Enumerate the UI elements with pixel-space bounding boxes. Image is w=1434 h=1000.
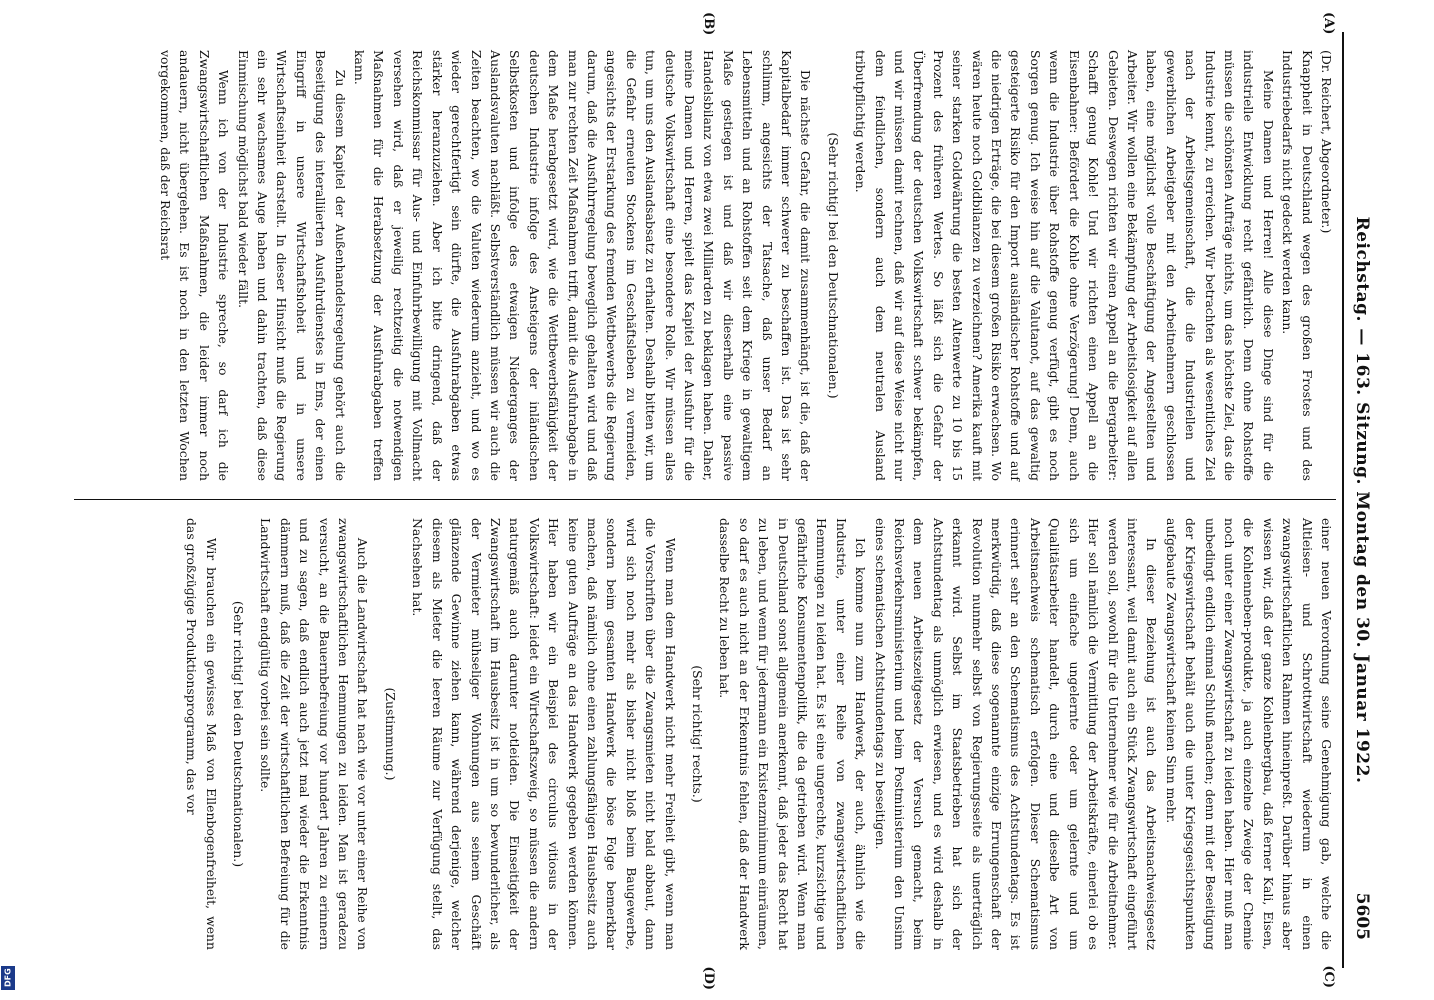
right-column	[74, 500, 1336, 968]
paragraph: Zu diesem Kapitel der Außenhandelsregelung gehört auch die Beseitigung des interalliierten Ausfuhrdienstes in Ems, der einen Eingriff in unsere Wirtschaftshoheit und in unsere Wirtschaftseinheit darstellt. In dieser Hinsicht muß die Regierung ein sehr wachsames Auge haben und dahin trachten, daß diese Einmischung möglichst bald wieder fällt.	[235, 50, 348, 481]
credit-text	[0, 18, 1, 958]
page-header	[1342, 32, 1372, 968]
paragraph: Wir brauchen ein gewisses Maß von Ellenbogenfreiheit, wenn das großzügige Produktionsprogramm, das vor	[184, 518, 219, 950]
paragraph: In dieser Beziehung ist auch das Arbeitsnachweisgesetz interessant, weil damit auch ein Stück Zwangswirtschaft eingeführt werden soll, sowohl für die Unternehmer wie für die Arbeitnehmer. Hier soll nämlich die Vermittlung der Arbeitskräfte, einerlei ob es sich um einfache ungelernte oder um gelernte und um Qualitätsarbeiter handelt, durch eine und dieselbe Art von Arbeitsnachweis schematisch erfolgen. Dieser Schematismus erinnert sehr an den Schematismus des Achtstundentags. Es ist merkwürdig, daß diese sogenannte einzige Errungenschaft der Revolution nunmehr selbst von Regierungsseite als unerträglich erkannt wird. Selbst im Staatsbetrieben hat sich der Achtstundentag als unmöglich erwiesen, und es wird deshalb in dem neuen Arbeitszeitgesetz der Versuch gemacht, beim Reichsverkehrsministerium und beim Postministerium den Unsinn eines schematischen Achtstundentags zu beseitigen.	[872, 518, 1160, 950]
paragraph: Meine Damen und Herren! Alle diese Dinge sind für die industrielle Entwicklung recht gefährlich. Denn ohne Rohstoffe müssen die schönsten Aufträge nichts, um das höchste Ziel, das die Industrie kennt, zu erreichen. Wir betrachten als wesentliches Ziel nach der Arbeitsgemeinschaft, die die Industriellen und gewerblichen Arbeitgeber mit den Arbeitnehmern geschlossen haben, eine möglichst volle Beschäftigung der Angestellten und Arbeiter. Wir wollen eine Bekämpfung der Arbeitslosigkeit auf allen Gebieten. Deswegen richten wir einen Appell an die Bergarbeiter: Schafft genug Kohle! Und wir richten einen Appell an die Eisenbahner: Befördert die Kohle ohne Verzögerung! Denn, auch wenn die Industrie über Rohstoffe genug verfügt, gibt es noch Sorgen genug. Ich weise hin auf die Valutanot, auf das gewaltig gesteigerte Risiko für den Import ausländischer Rohstoffe und auf die niedrigen Erträge, die bei diesem großen Risiko erwachsen. Wo wären heute noch Goldbilanzen zu verzeichnen? Amerika kauft mit seiner starken Goldwährung die besten Altenwerte zu 10 bis 15 Prozent des früheren Wertes. So läßt sich die Gefahr der Überfremdung der deutschen Volkswirtschaft schwer bekämpfen, und wir müssen damit rechnen, daß wir auf diese Weise nicht nur dem feindlichen, sondern auch dem neutralen Ausland tributpflichtig werden.	[853, 50, 1276, 481]
paragraph: Auch die Landwirtschaft hat nach wie vor unter einer Reihe von zwangswirtschaftlichen Hemmungen zu leiden. Man ist geradezu versucht, an die Bauernbefreiung vor hundert Jahren zu erinnern und zu sagen, daß endlich auch jetzt mal wieder die Erkenntnis dämmern muß, daß die Zeit der wirtschaftlichen Befreiung für die Landwirtschaft endgültig vorbei sein sollte.	[258, 518, 371, 950]
interjection: (Sehr richtig! bei den Deutschnationalen.)	[825, 132, 841, 399]
paragraph: Knappheit in Deutschland wegen des großen Frostes und des Industriebedarfs nicht gedeckt werden kann.	[1280, 50, 1315, 481]
page-number: 5605	[1352, 892, 1372, 940]
paragraph: einer neuen Verordnung seine Genehmigung gab, welche die Altleisen- und Schrottwirtschaft wiederum in einen zwangswirtschaftlichen Rahmen hineinpreßt. Darüber hinaus aber wissen wir, daß der ganze Kohlenbergbau, daß ferner Kali, Eisen, die Kohlenneben-produkte, ja auch einzelne Zweige der Chemie noch unter einer Zwangswirtschaft zu leiden haben. Hier muß man unbedingt endlich einmal Schluß machen; denn mit der Beseitigung der Kriegswirtschaft behält auch die unter Kriegsgesichtspunkten aufgebaute Zwangswirtschaft keinen Sinn mehr.	[1163, 518, 1334, 950]
interjection: (Sehr richtig! bei den Deutschnationalen.)	[231, 600, 247, 868]
interjection: (Zustimmung.)	[382, 687, 398, 781]
document-page	[52, 10, 1382, 990]
paragraph: Die nächste Gefahr, die damit zusammenhängt, ist die, daß der Kapitalbedarf immer schwerer zu beschaffen ist. Das ist sehr schlimm, angesichts der Tatsache, daß unser Bedarf an Lebensmitteln und an Rohstoffen seit dem Kriege in gewaltigem Maße gestiegen ist und daß wir dieserhalb eine passive Handelsbilanz von etwa zwei Milliarden zu beklagen haben. Daher, meine Damen und Herren, spielt das Kapitel der Ausfuhr für die deutsche Volkswirtschaft eine besondere Rolle. Wir müssen alles tun, um uns den Auslandsabsatz zu erhalten. Deshalb bitten wir, um die Gefahr erneuten Stockens im Geschäftsleben zu vermeiden, angesichts der Erstarkung des fremden Wettbewerbs die Regierung darum, daß die Ausfuhrregelung beweglich gehalten wird und daß man zur rechten Zeit Maßnahmen trifft, damit die Ausfuhrabgabe in dem Maße herabgesetzt wird, wie die Wettbewerbsfähigkeit der deutschen Industrie infolge des Ansteigens der inländischen Selbstkosten und infolge des etwaigen Niederganges der Auslandsvaluten nachläßt. Selbstverständlich müssen wir auch die Zeiten beachten, wo die Valuten wiederum anzieht, und wo es wieder gerechtfertigt sein dürfte, die Ausfuhrabgaben etwas stärker heranzuziehen. Aber ich bitte dringend, daß der Reichskommissar für Aus- und Einfuhrbewilligung mit Vollmacht versehen wird, daß er jeweilig rechtzeitig die notwendigen Maßnahmen für die Herabsetzung der Ausfuhrabgaben treffen kann.	[352, 50, 814, 481]
speaker-note: (Dr. Reichert, Abgeordneter.)	[1319, 50, 1334, 234]
paragraph: Ich komme nun zum Handwerk, der auch, ähnlich wie die Industrie, unter einer Reihe von zwangswirtschaftlichen Hemmungen zu leiden hat. Es ist eine ungerechte, kurzsichtige und gefährliche Konsumentenpolitik, die da getrieben wird. Wenn man in Deutschland sonst allgemein anerkennt, daß jeder das Recht hat zu leben, und wenn für jedermann ein Existenzminimum einräumen, so darf es auch nicht an der Erkenntnis fehlen, daß der Handwerk dasselbe Recht zu leben hat.	[717, 518, 869, 950]
header-title: Reichstag. — 163. Sitzung. Montag den 30. Januar 1922.	[1352, 216, 1372, 784]
margin-marker-b: (B)	[701, 12, 716, 36]
interjection: (Sehr richtig! rechts.)	[690, 665, 705, 803]
left-column	[74, 32, 1336, 500]
margin-marker-d: (D)	[701, 966, 716, 990]
paragraph: Wenn man dem Handwerk nicht mehr Freiheit gibt, wenn man die Vorschriften über die Zwangsmieten nicht bald abbaut, dann wird sich noch mehr als bisher nicht bloß beim Baugewerbe, sondern beim gesamten Handwerk die böse Folge bemerkbar machen, daß nämlich ohne einen zahlungsfähigen Hausbesitz auch keine guten Aufträge an das Handwerk gegeben werden können. Hier haben wir ein Beispiel des circulus vitiosus in der Volkswirtschaft: leidet ein Wirtschaftszweig, so müssen die andern naturgemäß auch darunter notleiden. Die Einseitigkeit der Zwangswirtschaft im Hausbesitz ist in um so bewunderlicher, als der Vermieter mühseliger Wohnungen aus seinem Geschäft glänzende Gewinne ziehen kann, während derjenige, welcher diesem als Mieter die leeren Räume zur Verfügung stellt, das Nachsehen hat.	[410, 518, 678, 950]
margin-marker-a: (A)	[1321, 12, 1336, 35]
digitization-credit	[1, 5, 15, 990]
dfg-logo: DFG	[1, 966, 15, 990]
text-body	[74, 12, 1336, 990]
margin-marker-c: (C)	[1321, 965, 1336, 988]
paragraph: Wenn ich von der Industrie spreche, so darf ich die Zwangswirtschaftlichen Maßnahmen, die leider immer noch andauern, nicht übergehen. Es ist noch in den letzten Wochen vorgekommen, daß der Reichsrat	[158, 50, 232, 481]
